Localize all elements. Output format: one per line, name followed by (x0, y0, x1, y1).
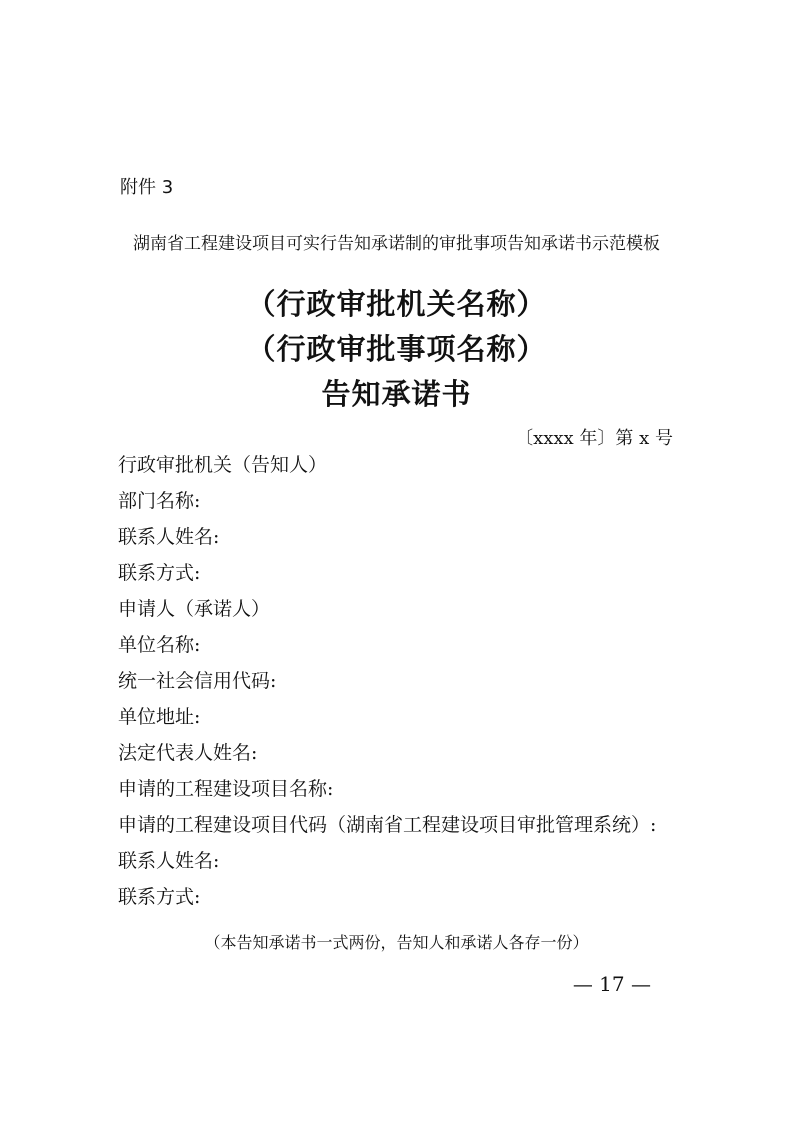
field-contact-name: 联系人姓名: (118, 526, 220, 548)
field-project-code: 申请的工程建设项目代码（湖南省工程建设项目审批管理系统）: (118, 814, 657, 836)
field-contact-method: 联系方式: (118, 562, 201, 584)
attachment-label: 附件 3 (120, 177, 174, 198)
field-project-name: 申请的工程建设项目名称: (118, 778, 334, 800)
field-applicant: 申请人（承诺人） (118, 598, 271, 620)
page-number: — 17 — (572, 972, 651, 996)
heading-item-name: （行政审批事项名称） (246, 332, 547, 366)
copies-note: （本告知承诺书一式两份，告知人和承诺人各存一份） (204, 933, 589, 952)
heading-commitment-letter: 告知承诺书 (321, 377, 472, 411)
field-applicant-contact-name: 联系人姓名: (118, 850, 220, 872)
field-authority: 行政审批机关（告知人） (118, 454, 328, 476)
field-legal-representative: 法定代表人姓名: (118, 742, 258, 764)
heading-authority-name: （行政审批机关名称） (246, 287, 547, 321)
document-title: 湖南省工程建设项目可实行告知承诺制的审批事项告知承诺书示范模板 (133, 234, 660, 254)
document-number: 〔xxxx 年〕第 x 号 (515, 428, 673, 449)
field-credit-code: 统一社会信用代码: (118, 670, 277, 692)
field-unit-address: 单位地址: (118, 706, 201, 728)
field-unit-name: 单位名称: (118, 634, 201, 656)
field-applicant-contact-method: 联系方式: (118, 886, 201, 908)
field-department-name: 部门名称: (118, 490, 201, 512)
